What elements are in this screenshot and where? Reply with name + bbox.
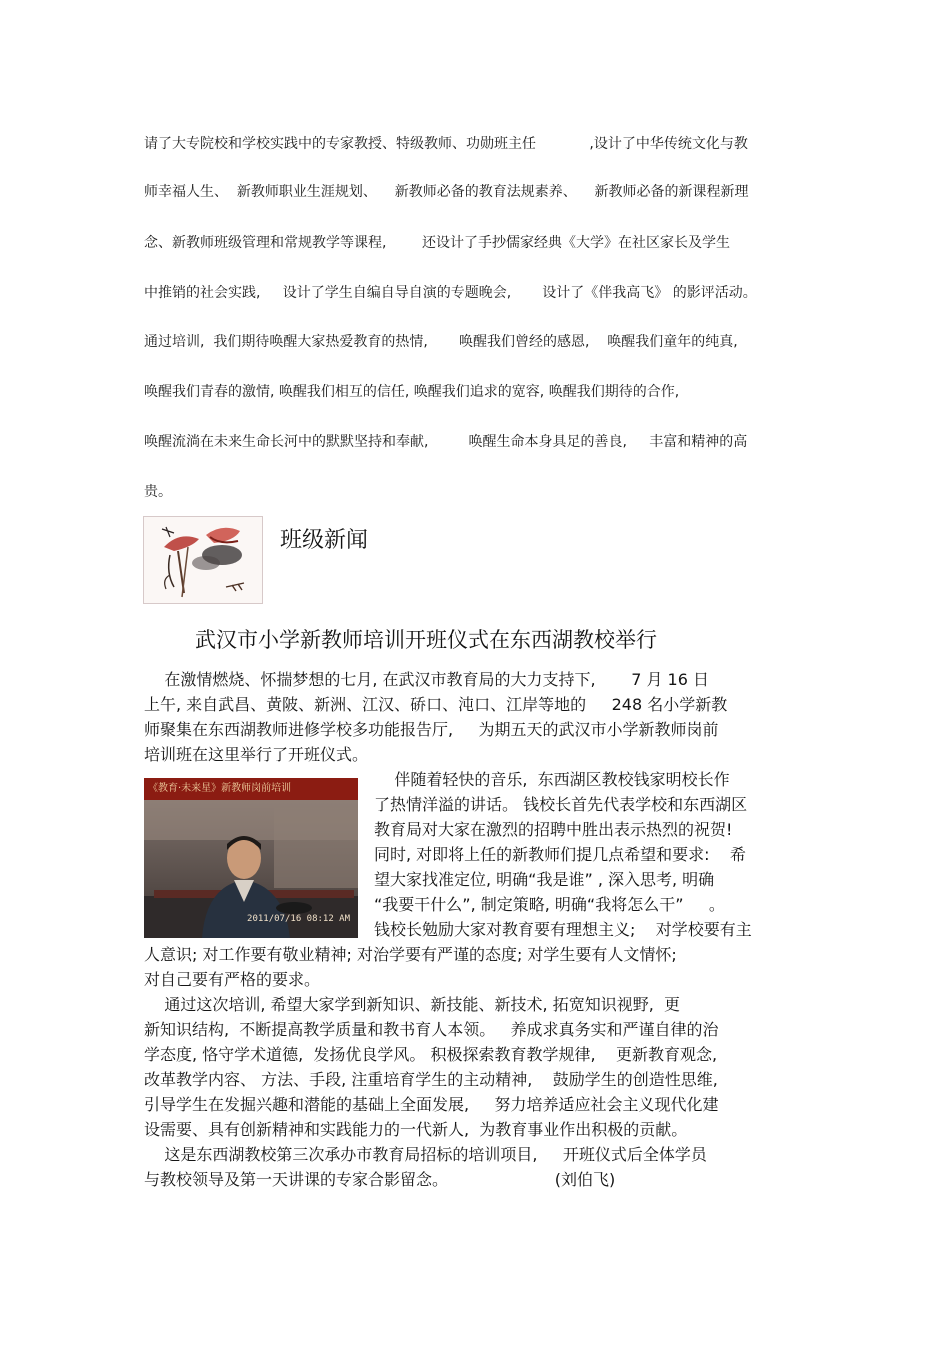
intro-line: 通过培训, 我们期待唤醒大家热爱教育的热情, 唤醒我们曾经的感恩, 唤醒我们童年的纯真,	[144, 334, 738, 350]
intro-line: 师幸福人生、 新教师职业生涯规划、 新教师必备的教育法规素养、 新教师必备的新课程新理	[144, 184, 749, 200]
section-image	[143, 516, 263, 604]
body-line: 教育局对大家在激烈的招聘中胜出表示热烈的祝贺!	[374, 820, 733, 839]
intro-line: 念、新教师班级管理和常规教学等课程, 还设计了手抄儒家经典《大学》在社区家长及学生	[144, 235, 731, 251]
body-line: 了热情洋溢的讲话。 钱校长首先代表学校和东西湖区	[374, 795, 748, 814]
body-line: 通过这次培训, 希望大家学到新知识、新技能、新技术, 拓宽知识视野, 更	[144, 995, 680, 1014]
body-line: 伴随着轻快的音乐, 东西湖区教校钱家明校长作	[374, 770, 730, 789]
body-line: 师聚集在东西湖教师进修学校多功能报告厅, 为期五天的武汉市小学新教师岗前	[144, 720, 719, 739]
photo-timestamp: 2011/07/16 08:12 AM	[247, 914, 350, 924]
body-line: 改革教学内容、 方法、手段, 注重培育学生的主动精神, 鼓励学生的创造性思维,	[144, 1070, 718, 1089]
body-line: 设需要、具有创新精神和实践能力的一代新人, 为教育事业作出积极的贡献。	[144, 1120, 688, 1139]
intro-line: 请了大专院校和学校实践中的专家教授、特级教师、功勋班主任 ,设计了中华传统文化与教	[144, 136, 748, 152]
body-line: 引导学生在发掘兴趣和潜能的基础上全面发展, 努力培养适应社会主义现代化建	[144, 1095, 719, 1114]
intro-line: 贵。	[144, 484, 172, 500]
article-photo	[144, 778, 358, 938]
intro-line: 唤醒我们青春的激情, 唤醒我们相互的信任, 唤醒我们追求的宽容, 唤醒我们期待的合作,	[144, 384, 680, 400]
body-line: 望大家找准定位, 明确“我是谁” , 深入思考, 明确	[374, 870, 715, 889]
body-line: 这是东西湖教校第三次承办市教育局招标的培训项目, 开班仪式后全体学员	[144, 1145, 707, 1164]
body-line: 与教校领导及第一天讲课的专家合影留念。 (刘伯飞)	[144, 1170, 616, 1189]
article-title: 武汉市小学新教师培训开班仪式在东西湖教校举行	[195, 628, 657, 652]
body-line: “我要干什么”, 制定策略, 明确“我将怎么干” 。	[374, 895, 725, 914]
body-line: 学态度, 恪守学术道德, 发扬优良学风。 积极探索教育教学规律, 更新教育观念,	[144, 1045, 718, 1064]
intro-line: 唤醒流淌在未来生命长河中的默默坚持和奉献, 唤醒生命本身具足的善良, 丰富和精神的高	[144, 434, 748, 450]
body-line: 培训班在这里举行了开班仪式。	[144, 745, 369, 764]
intro-line: 中推销的社会实践, 设计了学生自编自导自演的专题晚会, 设计了《伴我高飞》 的影评活动。	[144, 285, 757, 301]
photo-banner: 《教育·未来星》新教师岗前培训	[144, 778, 358, 800]
body-line: 在激情燃烧、怀揣梦想的七月, 在武汉市教育局的大力支持下, 7 月 16 日	[144, 670, 710, 689]
body-line: 同时, 对即将上任的新教师们提几点希望和要求: 希	[374, 845, 746, 864]
body-line: 钱校长勉励大家对教育要有理想主义; 对学校要有主	[374, 920, 752, 939]
body-line: 人意识; 对工作要有敬业精神; 对治学要有严谨的态度; 对学生要有人文情怀;	[144, 945, 677, 964]
body-line: 上午, 来自武昌、黄陂、新洲、江汉、硚口、沌口、江岸等地的 248 名小学新教	[144, 695, 728, 714]
section-title: 班级新闻	[280, 528, 369, 553]
body-line: 新知识结构, 不断提高教学质量和教书育人本领。 养成求真务实和严谨自律的治	[144, 1020, 719, 1039]
ink-painting-lotus-icon	[144, 517, 262, 603]
body-line: 对自己要有严格的要求。	[144, 970, 321, 989]
